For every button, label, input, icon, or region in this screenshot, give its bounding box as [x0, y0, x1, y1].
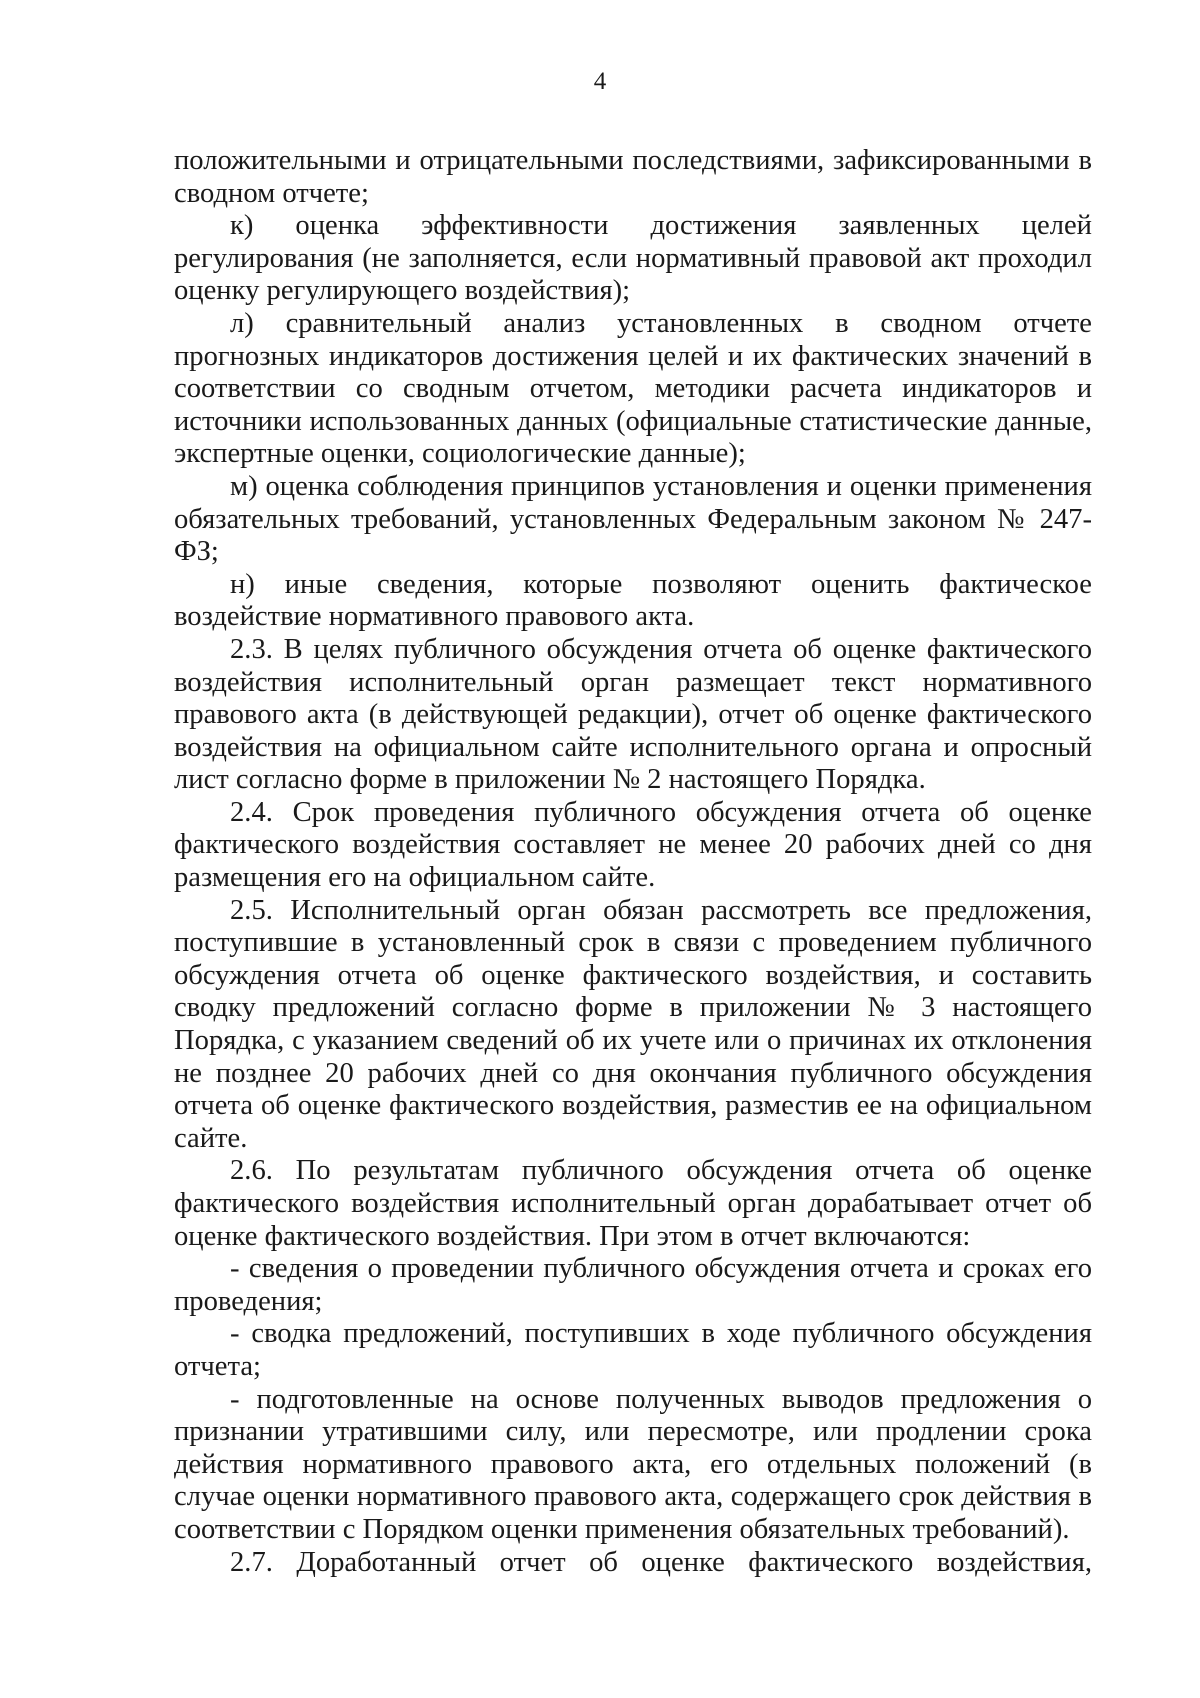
- paragraph-continuation: положительными и отрицательными последствиями, зафиксированными в сводном отчете;: [174, 145, 1092, 209]
- page-number: 4: [593, 68, 607, 95]
- paragraph-2-5: 2.5. Исполнительный орган обязан рассмотреть все предложения, поступившие в установленный срок в связи с проведением публичного обсуждения отчета об оценке фактического воздействия, и составить сводку предложений согласно форме в приложении № 3 настоящего Порядка, с указанием сведений об их учете или о причинах их отклонения не позднее 20 рабочих дней со дня окончания публичного обсуждения отчета об оценке фактического воздействия, разместив ее на официальном сайте.: [174, 894, 1092, 1154]
- paragraph-item-k: к) оценка эффективности достижения заявленных целей регулирования (не заполняется, если нормативный правовой акт проходил оценку регулирующего воздействия);: [174, 210, 1092, 307]
- document-body: [174, 145, 1092, 1579]
- paragraph-2-6: 2.6. По результатам публичного обсуждения отчета об оценке фактического воздействия исполнительный орган дорабатывает отчет об оценке фактического воздействия. При этом в отчет включаются:: [174, 1155, 1092, 1252]
- paragraph-dash-1: - сведения о проведении публичного обсуждения отчета и сроках его проведения;: [174, 1253, 1092, 1317]
- paragraph-item-n: н) иные сведения, которые позволяют оценить фактическое воздействие нормативного правового акта.: [174, 568, 1092, 633]
- paragraph-dash-2: - сводка предложений, поступивших в ходе публичного обсуждения отчета;: [174, 1318, 1092, 1382]
- paragraph-item-m: м) оценка соблюдения принципов установления и оценки применения обязательных требований, установленных Федеральным законом № 247-ФЗ;: [174, 470, 1092, 568]
- paragraph-2-4: 2.4. Срок проведения публичного обсуждения отчета об оценке фактического воздействия составляет не менее 20 рабочих дней со дня размещения его на официальном сайте.: [174, 796, 1092, 894]
- paragraph-2-7: 2.7. Доработанный отчет об оценке фактического воздействия,: [230, 1546, 1092, 1578]
- paragraph-item-l: л) сравнительный анализ установленных в сводном отчете прогнозных индикаторов достижения целей и их фактических значений в соответствии со сводным отчетом, методики расчета индикаторов и источники использованных данных (официальные статистические данные, экспертные оценки, социологические данные);: [174, 307, 1092, 470]
- paragraph-2-3: 2.3. В целях публичного обсуждения отчета об оценке фактического воздействия исполнительный орган размещает текст нормативного правового акта (в действующей редакции), отчет об оценке фактического воздействия на официальном сайте исполнительного органа и опросный лист согласно форме в приложении № 2 настоящего Порядка.: [174, 633, 1092, 796]
- paragraph-dash-3: - подготовленные на основе полученных выводов предложения о признании утратившими силу, или пересмотре, или продлении срока действия нормативного правового акта, его отдельных положений (в случае оценки нормативного правового акта, содержащего срок действия в соответствии с Порядком оценки применения обязательных требований).: [174, 1383, 1092, 1545]
